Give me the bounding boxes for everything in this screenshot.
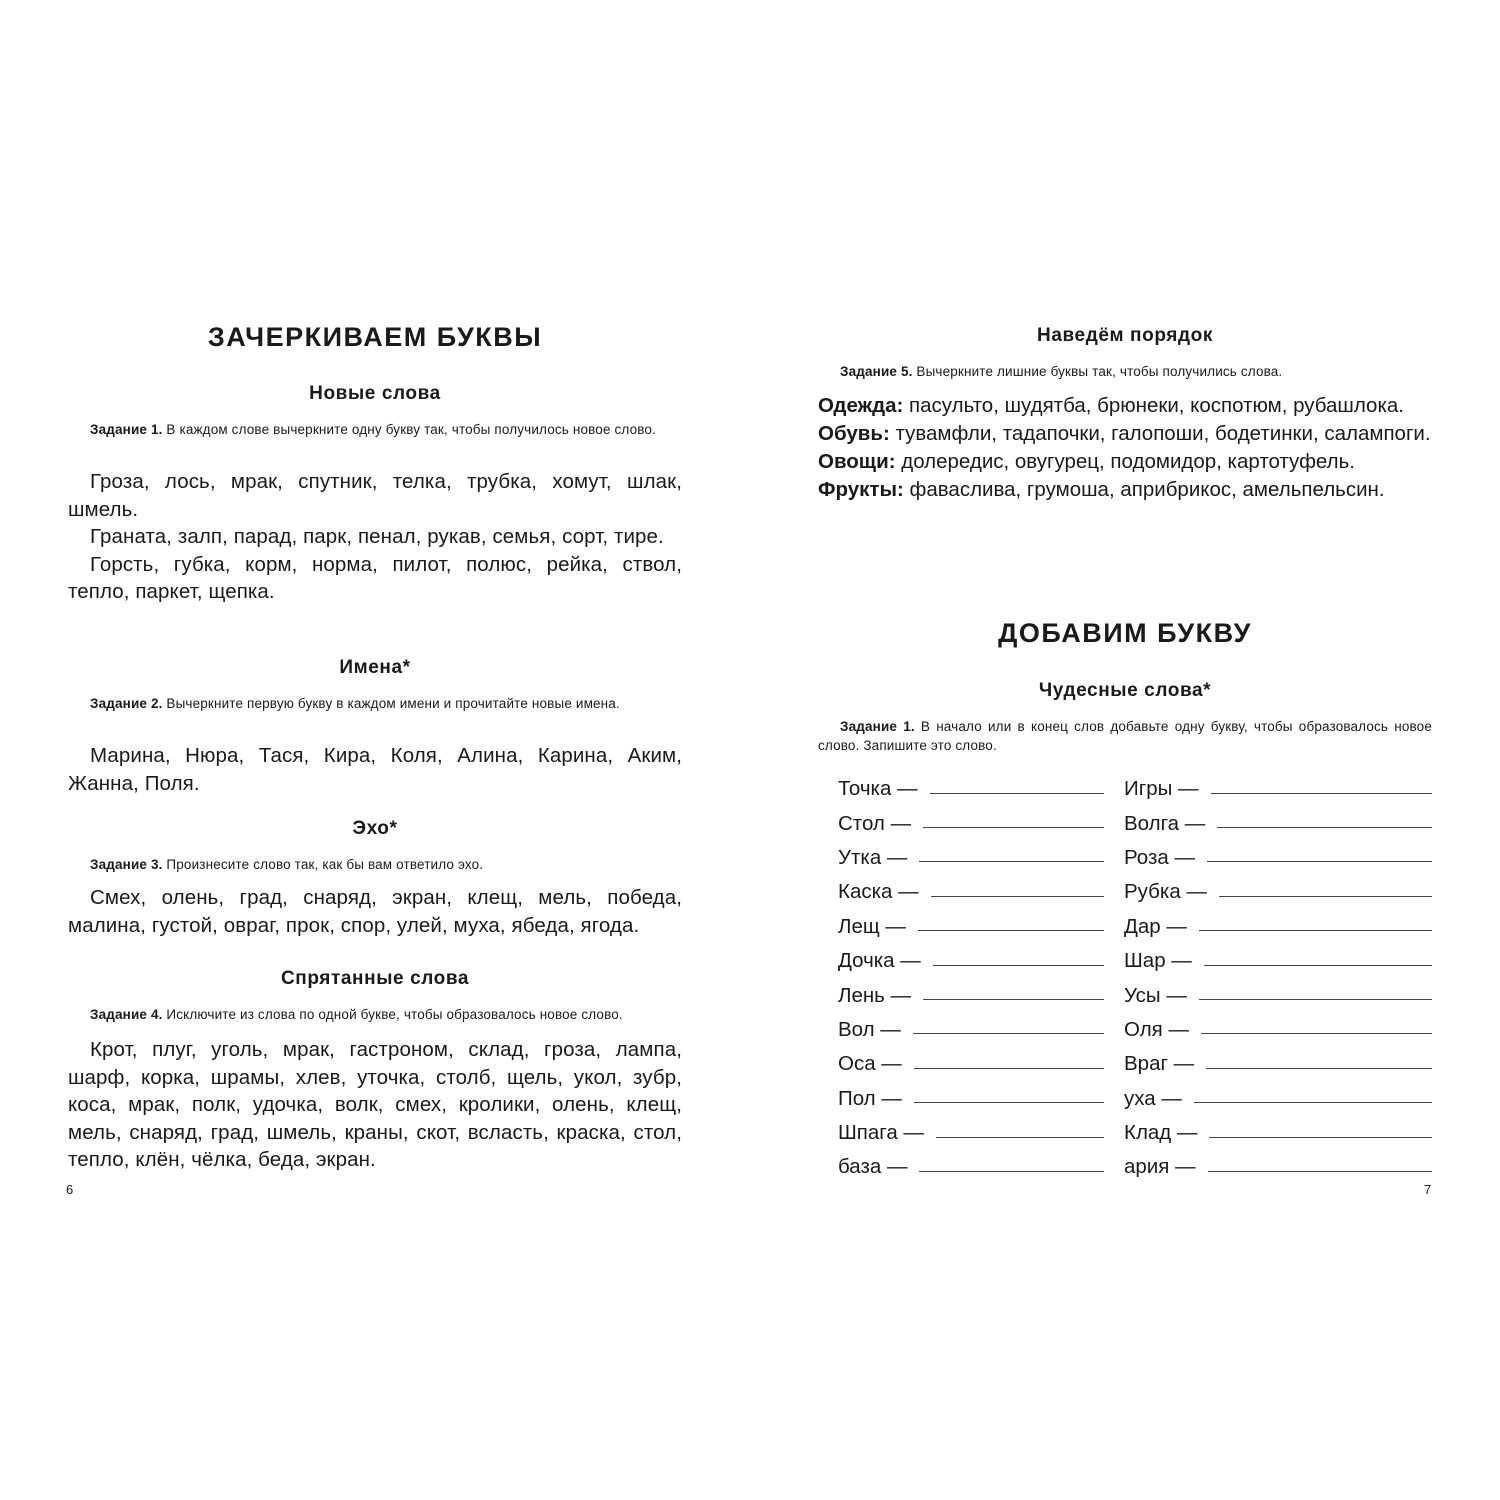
category-words: фаваслива, грумоша, априбрикос, амельпельсин.: [903, 478, 1385, 501]
word-prompt: Каска —: [838, 880, 919, 904]
word-prompt: Оса —: [838, 1052, 902, 1076]
word-list-names: [68, 742, 682, 797]
answer-line[interactable]: [913, 1033, 1104, 1034]
category-clothes: [818, 392, 1432, 420]
page-title-add-letter: ДОБАВИМ БУКВУ: [998, 618, 1252, 648]
word-paragraph: Смех, олень, град, снаряд, экран, клещ, мель, победа, малина, густой, овраг, прок, спор, улей, муха, ябеда, ягода.: [68, 886, 682, 937]
answer-line[interactable]: [931, 896, 1104, 897]
task-label: Задание 1.: [840, 719, 915, 734]
answer-line[interactable]: [1217, 827, 1432, 828]
answer-column-right: [1124, 772, 1432, 1185]
task-text: В начало или в конец слов добавьте одну букву, чтобы образовалось новое слово. Запишите это слово.: [818, 719, 1432, 753]
answer-line[interactable]: [1204, 965, 1432, 966]
answer-line[interactable]: [1206, 1068, 1432, 1069]
word-list-echo: [68, 884, 682, 939]
answer-line[interactable]: [1219, 896, 1432, 897]
task-text: Вычеркните лишние буквы так, чтобы получились слова.: [912, 364, 1283, 379]
word-prompt: Враг —: [1124, 1052, 1195, 1076]
task-1-add-letter-instructions: [818, 717, 1432, 755]
category-label: Обувь:: [818, 422, 890, 445]
answer-line[interactable]: [919, 861, 1104, 862]
word-paragraph: Граната, залп, парад, парк, пенал, рукав, семья, сорт, тире.: [90, 525, 664, 548]
answer-line[interactable]: [914, 1068, 1104, 1069]
task-label: Задание 1.: [90, 422, 163, 437]
answer-row: [838, 944, 1104, 978]
answer-row: [838, 875, 1104, 909]
answer-line[interactable]: [914, 1102, 1104, 1103]
answer-row: [1124, 772, 1432, 806]
answer-line[interactable]: [1194, 1102, 1432, 1103]
task-label: Задание 3.: [90, 857, 163, 872]
word-prompt: Вол —: [838, 1017, 901, 1041]
category-fruits: [818, 476, 1432, 504]
category-label: Одежда:: [818, 394, 904, 417]
answer-line[interactable]: [1207, 861, 1432, 862]
word-prompt: Стол —: [838, 811, 912, 835]
answer-line[interactable]: [1208, 1171, 1432, 1172]
category-words: тувамфли, тадапочки, галопоши, бодетинки, салампоги.: [889, 422, 1431, 445]
category-words: долередис, овугурец, подомидор, картотуфель.: [895, 450, 1355, 473]
answer-row: [1124, 1013, 1432, 1047]
answer-row: [838, 1013, 1104, 1047]
section-heading-hidden-words: Спрятанные слова: [280, 968, 470, 989]
section-heading-names: Имена*: [339, 657, 411, 678]
word-paragraph: Крот, плуг, уголь, мрак, гастроном, склад, гроза, лампа, шарф, корка, шрамы, хлев, уточка, столб, щель, укол, зубр, коса, мрак, полк, удочка, волк, смех, кролики, олень, клещ, мель, снаряд, град, шмель, краны, скот, всласть, краска, стол, тепло, клён, чёлка, беда, экран.: [68, 1038, 682, 1171]
section-heading-wonderful-words: Чудесные слова*: [1038, 680, 1212, 701]
word-prompt: Шпага —: [838, 1121, 924, 1145]
answer-line[interactable]: [1211, 793, 1432, 794]
word-list-new-words: [68, 468, 682, 606]
word-prompt: Дочка —: [838, 949, 921, 973]
answer-row: [1124, 1082, 1432, 1116]
answer-row: [838, 841, 1104, 875]
task-2-instructions: [68, 694, 682, 713]
section-heading-echo: Эхо*: [352, 818, 398, 839]
answer-row: [838, 806, 1104, 840]
answer-row: [1124, 875, 1432, 909]
category-label: Овощи:: [818, 450, 896, 473]
answer-row: [1124, 1047, 1432, 1081]
word-prompt: Роза —: [1124, 845, 1195, 869]
word-prompt: Точка —: [838, 777, 918, 801]
task-5-instructions: [818, 362, 1432, 381]
word-prompt: уха —: [1124, 1086, 1182, 1110]
word-prompt: Усы —: [1124, 983, 1187, 1007]
task-text: Произнесите слово так, как бы вам ответило эхо.: [162, 857, 484, 872]
category-list: [818, 392, 1432, 504]
answer-row: [838, 1047, 1104, 1081]
answer-row: [1124, 1116, 1432, 1150]
category-shoes: [818, 420, 1432, 448]
answer-line[interactable]: [1199, 930, 1432, 931]
answer-line[interactable]: [919, 1171, 1104, 1172]
task-4-instructions: [68, 1005, 682, 1024]
answer-row: [838, 978, 1104, 1012]
answer-line[interactable]: [1201, 1033, 1432, 1034]
answer-line[interactable]: [1199, 999, 1432, 1000]
category-vegetables: [818, 448, 1432, 476]
answer-line[interactable]: [930, 793, 1104, 794]
word-prompt: Рубка —: [1124, 880, 1207, 904]
answer-row: [1124, 841, 1432, 875]
word-prompt: Пол —: [838, 1086, 902, 1110]
task-text: Исключите из слова по одной букве, чтобы образовалось новое слово.: [162, 1007, 623, 1022]
word-prompt: Утка —: [838, 845, 908, 869]
word-prompt: Игры —: [1124, 777, 1199, 801]
task-label: Задание 5.: [840, 364, 913, 379]
answer-line[interactable]: [923, 999, 1104, 1000]
word-prompt: Волга —: [1124, 811, 1206, 835]
task-1-instructions: [68, 420, 682, 439]
word-prompt: Клад —: [1124, 1121, 1198, 1145]
answer-column-left: [838, 772, 1104, 1185]
page-number-left: 6: [66, 1182, 74, 1197]
word-prompt: Лещ —: [838, 914, 906, 938]
task-text: Вычеркните первую букву в каждом имени и прочитайте новые имена.: [162, 696, 620, 711]
task-label: Задание 2.: [90, 696, 163, 711]
word-prompt: база —: [838, 1155, 908, 1179]
answer-line[interactable]: [933, 965, 1104, 966]
answer-row: [1124, 944, 1432, 978]
answer-line[interactable]: [936, 1137, 1104, 1138]
section-heading-put-in-order: Наведём порядок: [1037, 325, 1213, 346]
category-words: пасульто, шудятба, брюнеки, коспотюм, рубашлока.: [903, 394, 1404, 417]
answer-line[interactable]: [923, 827, 1104, 828]
answer-line[interactable]: [1209, 1137, 1432, 1138]
word-prompt: Дар —: [1124, 914, 1187, 938]
answer-row: [838, 1082, 1104, 1116]
answer-row: [1124, 978, 1432, 1012]
answer-line[interactable]: [918, 930, 1104, 931]
answer-row: [838, 1150, 1104, 1184]
word-prompt: Лень —: [838, 983, 912, 1007]
answer-row: [1124, 1150, 1432, 1184]
page-title-cross-out-letters: ЗАЧЕРКИВАЕМ БУКВЫ: [207, 322, 543, 352]
answer-row: [838, 1116, 1104, 1150]
word-prompt: ария —: [1124, 1155, 1196, 1179]
answer-row: [838, 910, 1104, 944]
answer-row: [1124, 806, 1432, 840]
answer-row: [838, 772, 1104, 806]
task-text: В каждом слове вычеркните одну букву так, чтобы получилось новое слово.: [162, 422, 656, 437]
task-3-instructions: [68, 855, 682, 874]
section-heading-new-words: Новые слова: [309, 383, 441, 404]
page-number-right: 7: [1424, 1182, 1432, 1197]
task-label: Задание 4.: [90, 1007, 163, 1022]
word-paragraph: Гроза, лось, мрак, спутник, телка, трубка, хомут, шлак, шмель.: [68, 470, 682, 521]
answer-row: [1124, 910, 1432, 944]
category-label: Фрукты:: [818, 478, 904, 501]
word-prompt: Оля —: [1124, 1017, 1189, 1041]
word-paragraph: Марина, Нюра, Тася, Кира, Коля, Алина, Карина, Аким, Жанна, Поля.: [68, 744, 682, 795]
word-paragraph: Горсть, губка, корм, норма, пилот, полюс, рейка, ствол, тепло, паркет, щепка.: [68, 552, 682, 603]
word-prompt: Шар —: [1124, 949, 1192, 973]
answer-grid: [838, 772, 1432, 1185]
word-list-hidden-words: [68, 1036, 682, 1174]
